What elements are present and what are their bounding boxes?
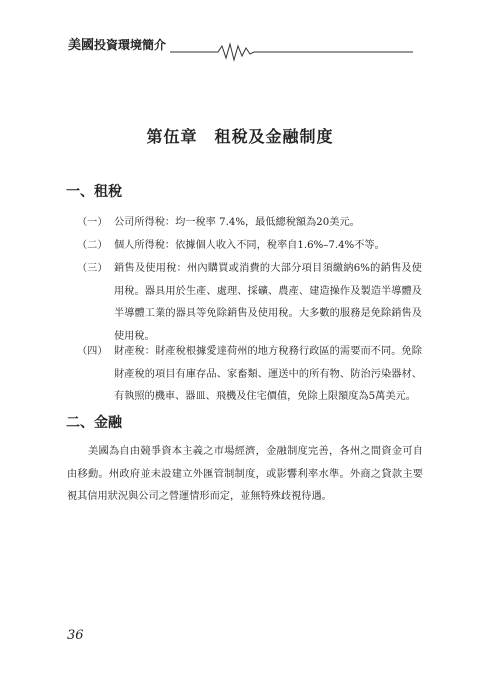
finance-paragraph: 美國為自由競爭資本主義之市場經濟，金融制度完善，各州之間資金可自由移動。州政府並未設建立外匯管制制度，或影響利率水準。外商之貸款主要視其信用狀況與公司之營運情形而定，並無特殊歧視待遇。 xyxy=(67,446,423,502)
list-item-number: （一） xyxy=(77,217,108,228)
chapter-title: 第伍章 租稅及金融制度 xyxy=(146,127,334,146)
list-item-number: （二） xyxy=(77,240,108,251)
list-item xyxy=(77,212,422,235)
section-heading-tax: 一、租稅 xyxy=(66,184,122,200)
list-item-number: （四） xyxy=(77,346,108,357)
list-item xyxy=(77,258,422,348)
list-item xyxy=(77,235,422,258)
running-header xyxy=(68,38,413,64)
list-item-text: 銷售及使用稅：州內購買或消費的大部分項目須繳納6%的銷售及使用稅。器具用於生產、處理、採礦、農產、建造操作及製造半導體及半導體工業的器具等免除銷售及使用稅。大多數的服務是免除銷售及使用稅。 xyxy=(114,263,422,342)
list-item xyxy=(77,341,422,409)
list-item-text: 個人所得稅：依據個人收入不同，稅率自1.6%–7.4%不等。 xyxy=(114,240,385,251)
list-item-text: 財產稅：財產稅根據愛達荷州的地方稅務行政區的需要而不同。免除財產稅的項目有庫存品、家畜類、運送中的所有物、防治污染器材、有執照的機車、器皿、飛機及住宅價值，免除上限額度為5萬美元。 xyxy=(114,346,422,402)
header-title-rest: 投資環境簡介 xyxy=(94,38,167,52)
header-title-prefix: 美國 xyxy=(68,38,95,53)
page-number: 36 xyxy=(67,628,84,643)
section-heading-finance: 二、金融 xyxy=(66,415,122,431)
list-item-number: （三） xyxy=(77,263,108,274)
header-title xyxy=(68,38,166,53)
list-item-text: 公司所得稅：均一稅率 7.4%，最低總稅額為20美元。 xyxy=(114,217,360,228)
